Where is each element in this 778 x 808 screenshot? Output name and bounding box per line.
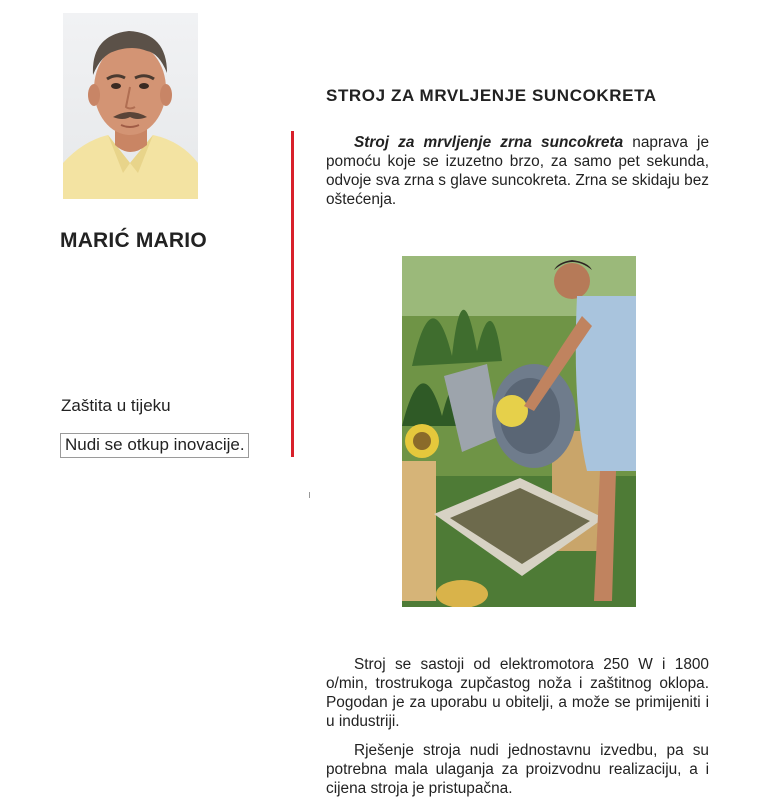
description-paragraph: Stroj se sastoji od elektromotora 250 W i 1800 o/min, trostrukoga zupčastog noža i zaštitnog oklopa. Pogodan je za uporabu u obitelji, a može se primijeniti i u industriji. xyxy=(326,656,709,730)
inventor-portrait xyxy=(63,13,198,199)
article-title: STROJ ZA MRVLJENJE SUNCOKRETA xyxy=(326,86,657,105)
intro-emphasis: Stroj za mrvljenje zrna suncokreta xyxy=(354,134,624,151)
intro-text: naprava je pomoću koje se izuzetno brzo, za samo pet sekunda, odvoje sva zrna s glave suncokreta. Zrna se skidaju bez oštećenja. xyxy=(326,134,709,208)
inventor-name: MARIĆ MARIO xyxy=(60,229,207,252)
summary-paragraph: Rješenje stroja nudi jednostavnu izvedbu, pa su potrebna mala ulaganja za proizvodnu realizaciju, a i cijena stroja je pristupačna. xyxy=(326,742,709,797)
offer-badge: Nudi se otkup inovacije. xyxy=(60,433,249,458)
protection-status: Zaštita u tijeku xyxy=(61,396,171,415)
divider-tick xyxy=(309,492,310,498)
machine-photo xyxy=(402,256,636,607)
accent-divider xyxy=(291,131,294,457)
intro-paragraph xyxy=(326,133,709,209)
machine-illustration xyxy=(402,256,636,607)
portrait-illustration xyxy=(63,13,198,199)
